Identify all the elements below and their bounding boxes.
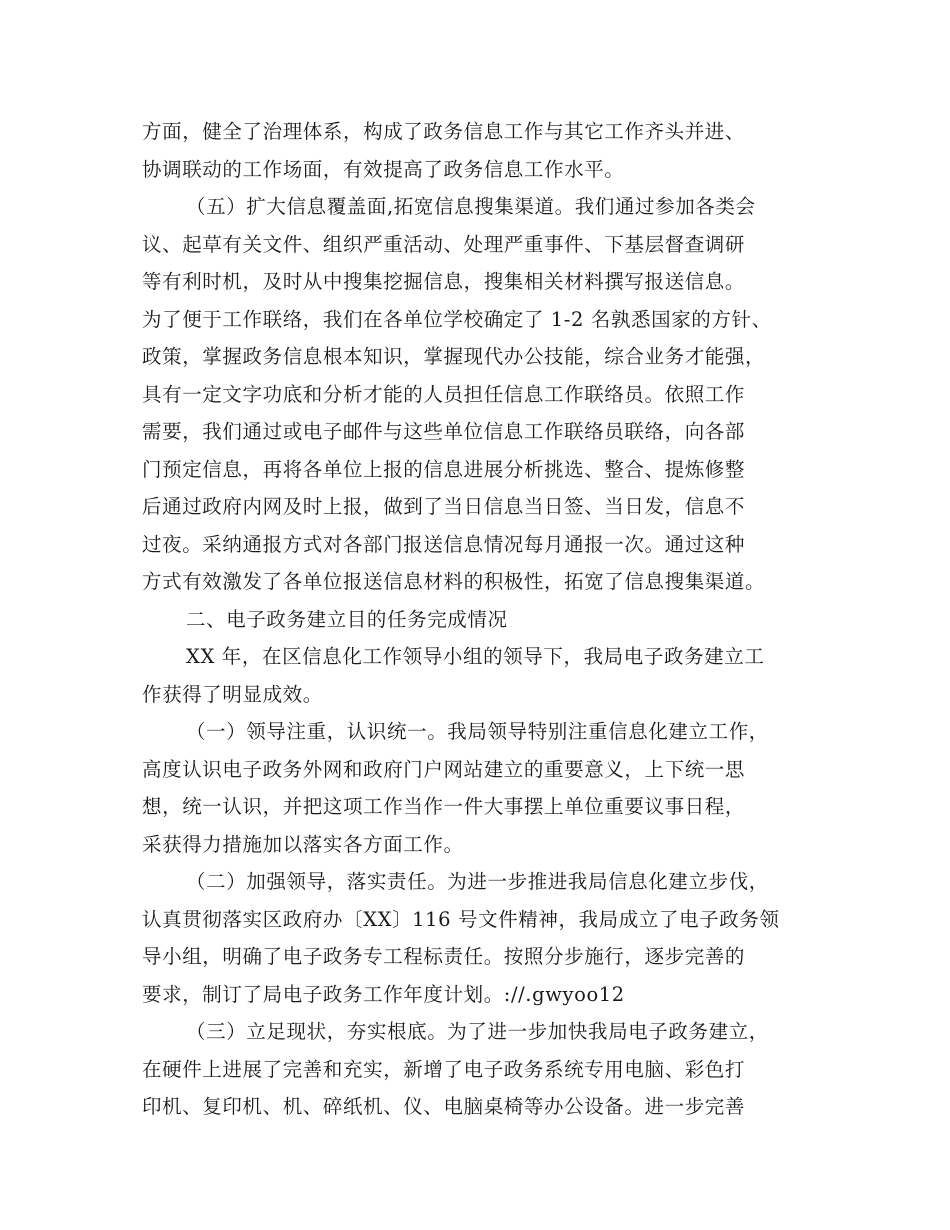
text-line: 想，统一认识，并把这项工作当作一件大事摆上单位重要议事日程， [142,795,746,818]
text-line: 在硬件上进展了完善和充实，新增了电子政务系统专用电脑、彩色打 [142,1057,746,1081]
text-line: XX 年，在区信息化工作领导小组的领导下，我局电子政务建立工 [186,645,765,668]
text-line: 后通过政府内网及时上报，做到了当日信息当日签、当日发，信息不 [142,495,746,518]
text-line: （三）立足现状，夯实根底。为了进一步加快我局电子政务建立， [186,1020,769,1043]
text-line: 需要，我们通过或电子邮件与这些单位信息工作联络员联络，向各部 [142,420,746,443]
text-line: 要求，制订了局电子政务工作年度计划。://.gwyoo12 [142,982,625,1006]
text-line: 门预定信息，再将各单位上报的信息进展分析挑选、整合、提炼修整 [142,457,746,481]
text-line: 等有利时机，及时从中搜集挖掘信息，搜集相关材料撰写报送信息。 [142,270,746,293]
text-line: 二、电子政务建立目的任务完成情况 [186,607,508,631]
document-body [142,113,832,1126]
text-line: 协调联动的工作场面，有效提高了政务信息工作水平。 [142,157,625,181]
text-line: 议、起草有关文件、组织严重活动、处理严重事件、下基层督查调研 [142,232,746,256]
text-line: （一）领导注重，认识统一。我局领导特别注重信息化建立工作， [186,720,769,743]
text-line: 具有一定文字功底和分析才能的人员担任信息工作联络员。依照工作 [142,382,746,406]
text-line: 过夜。采纳通报方式对各部门报送信息情况每月通报一次。通过这种 [142,532,746,556]
text-line: 方面，健全了治理体系，构成了政务信息工作与其它工作齐头并进、 [142,120,746,143]
text-line: （二）加强领导，落实责任。为进一步推进我局信息化建立步伐， [186,870,769,893]
text-line: 采获得力措施加以落实各方面工作。 [142,832,464,856]
text-line: 为了便于工作联络，我们在各单位学校确定了 1-2 名孰悉国家的方针、 [142,307,772,331]
text-line: 方式有效激发了各单位报送信息材料的积极性，拓宽了信息搜集渠道。 [142,570,766,593]
text-line: 导小组，明确了电子政务专工程标责任。按照分步施行，逐步完善的 [142,945,746,968]
text-line: 政策，掌握政务信息根本知识，掌握现代办公技能，综合业务才能强， [142,345,766,368]
text-line: （五）扩大信息覆盖面,拓宽信息搜集渠道。我们通过参加各类会 [186,195,756,218]
text-line: 认真贯彻落实区政府办〔XX〕116 号文件精神，我局成立了电子政务领 [142,907,780,931]
text-line: 作获得了明显成效。 [142,682,323,706]
text-line: 印机、复印机、机、碎纸机、仪、电脑桌椅等办公设备。进一步完善 [142,1095,746,1118]
text-line: 高度认识电子政务外网和政府门户网站建立的重要意义，上下统一思 [142,757,746,781]
